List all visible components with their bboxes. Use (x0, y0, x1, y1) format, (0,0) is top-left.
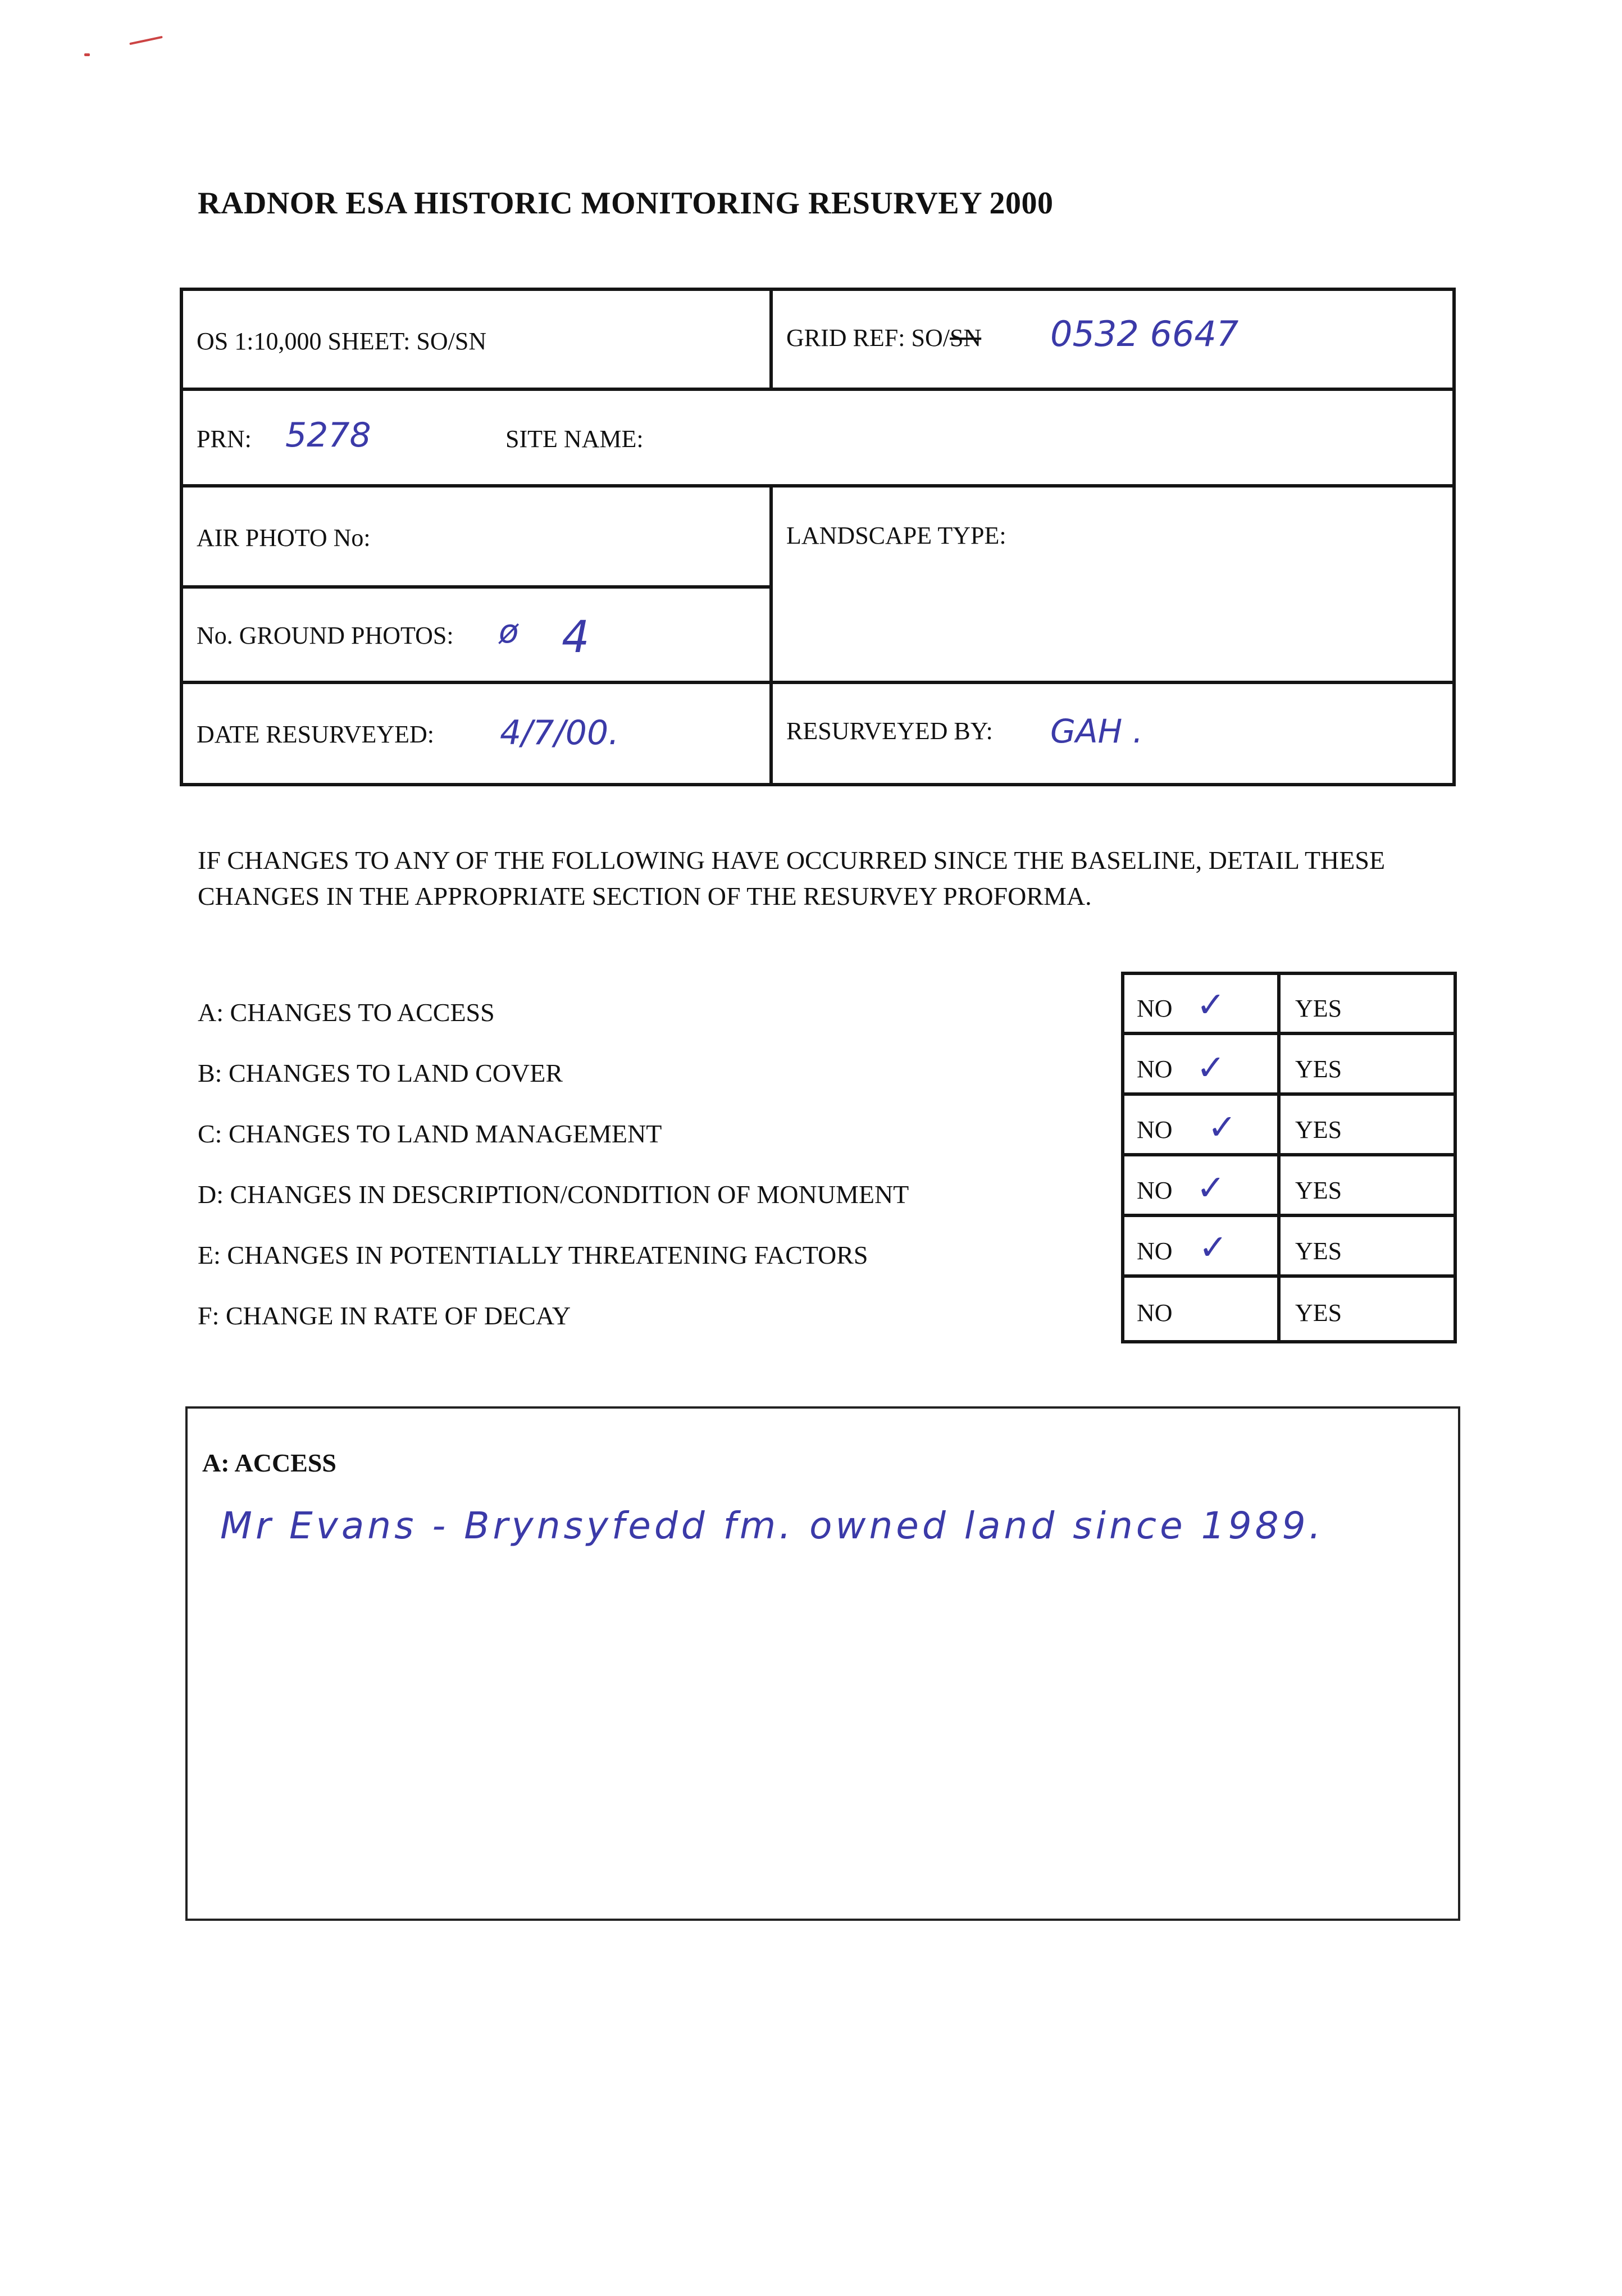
no-option-c[interactable]: NO (1137, 1116, 1173, 1144)
check-mark-icon: ✓ (1196, 1167, 1225, 1208)
divider (180, 388, 1456, 391)
divider (1121, 1032, 1457, 1035)
yes-option-c[interactable]: YES (1295, 1116, 1342, 1144)
date-resurveyed-label: DATE RESURVEYED: (197, 721, 435, 748)
yes-option-a[interactable]: YES (1295, 995, 1342, 1022)
resurveyed-by-value: GAH . (1050, 712, 1143, 750)
site-name-label: SITE NAME: (505, 425, 644, 453)
yes-option-d[interactable]: YES (1295, 1177, 1342, 1204)
no-option-a[interactable]: NO (1137, 995, 1173, 1022)
ground-photos-label: No. GROUND PHOTOS: (197, 622, 454, 649)
change-label-e: E: CHANGES IN POTENTIALLY THREATENING FACTORS (198, 1241, 868, 1269)
air-photo-label: AIR PHOTO No: (197, 524, 371, 552)
instructions: IF CHANGES TO ANY OF THE FOLLOWING HAVE OCCURRED SINCE THE BASELINE, DETAIL THESE CHANGES IN THE APPROPRIATE SECTION OF THE RESURVEY PROFORMA. (198, 846, 1386, 910)
resurveyed-by-label: RESURVEYED BY: (786, 717, 993, 745)
no-option-b[interactable]: NO (1137, 1055, 1173, 1083)
divider (1121, 1214, 1457, 1217)
ground-photos-value: 4 (562, 612, 590, 663)
access-heading: A: ACCESS (202, 1448, 337, 1477)
no-option-d[interactable]: NO (1137, 1177, 1173, 1204)
yes-option-f[interactable]: YES (1295, 1299, 1342, 1327)
yes-option-e[interactable]: YES (1295, 1237, 1342, 1265)
grid-ref-field[interactable] (786, 324, 981, 352)
os-sheet-label: OS 1:10,000 SHEET: SO/SN (197, 327, 487, 355)
prn-label: PRN: (197, 425, 252, 453)
grid-ref-struck: SN (949, 324, 982, 352)
grid-ref-value: 0532 6647 (1050, 313, 1239, 354)
landscape-type-label: LANDSCAPE TYPE: (786, 522, 1006, 549)
check-mark-icon: ✓ (1208, 1106, 1237, 1147)
divider (180, 681, 1456, 684)
scan-mark (129, 36, 163, 45)
divider (769, 484, 773, 786)
grid-ref-label: GRID REF: SO/ (786, 324, 950, 352)
ground-photos-scribble: ø (499, 612, 519, 650)
date-resurveyed-value: 4/7/00. (500, 713, 619, 753)
change-label-d: D: CHANGES IN DESCRIPTION/CONDITION OF MONUMENT (198, 1180, 909, 1209)
divider (769, 288, 773, 389)
change-label-f: F: CHANGE IN RATE OF DECAY (198, 1301, 571, 1330)
scan-mark (84, 53, 90, 56)
change-label-b: B: CHANGES TO LAND COVER (198, 1059, 563, 1087)
check-mark-icon: ✓ (1199, 1227, 1228, 1268)
divider (1277, 972, 1281, 1343)
divider (180, 484, 1456, 488)
check-mark-icon: ✓ (1196, 984, 1225, 1025)
change-label-c: C: CHANGES TO LAND MANAGEMENT (198, 1119, 662, 1148)
yes-no-grid (1121, 972, 1457, 1343)
divider (1121, 1274, 1457, 1278)
check-mark-icon: ✓ (1196, 1047, 1225, 1088)
divider (180, 585, 773, 589)
access-section (185, 1406, 1460, 1921)
access-note[interactable]: Mr Evans - Brynsyfedd fm. owned land since 1989. (220, 1504, 1324, 1547)
divider (1121, 1092, 1457, 1096)
prn-value: 5278 (285, 416, 371, 455)
divider (1121, 1153, 1457, 1156)
yes-option-b[interactable]: YES (1295, 1055, 1342, 1083)
page-title: RADNOR ESA HISTORIC MONITORING RESURVEY 2000 (198, 186, 1054, 221)
change-label-a: A: CHANGES TO ACCESS (198, 998, 495, 1027)
no-option-e[interactable]: NO (1137, 1237, 1173, 1265)
no-option-f[interactable]: NO (1137, 1299, 1173, 1327)
